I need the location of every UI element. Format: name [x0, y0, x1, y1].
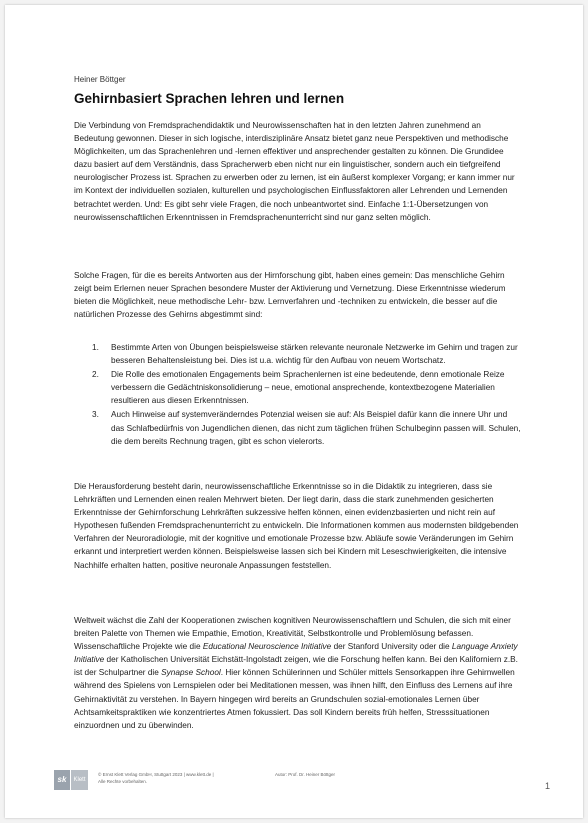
paragraph-research-questions: Solche Fragen, für die es bereits Antworten aus der Hirnforschung gibt, haben eines gemein: Das menschliche Gehirn zeigt beim Erlernen neuer Sprachen besondere Muster der Aktivierung und Vernetzung. Diese Erkenntnisse wiederum bieten die Möglichkeit, neue methodische Lehr- bzw. Lernverfahren und -techniken zu entwickeln, die besser auf die natürlichen Prozesse des Gehirns abgestimmt sind:	[74, 271, 506, 320]
copyright-notice	[98, 772, 214, 785]
logo-mark: sk	[54, 770, 70, 790]
text-segment: . Hier können Schülerinnen und Schüler mittels Sensorkappen ihre Gehirnwellen während des Spielens von Lernspielen oder bei Meditationen messen, was ihnen hilft, den Einfluss des Lernens auf ihre Gehirnaktivität zu verstehen. In Bayern hingegen wird bereits an Grundschulen sozial-emotionales Lernen über Achtsamkeitspraktiken wie konzentriertes Atmen fokussiert. Das soll Kindern bereits früh helfen, Stresssituationen einzuordnen und zu überwinden.	[74, 668, 515, 730]
page-footer	[54, 770, 554, 800]
project-name-stanford: Educational Neuroscience Initiative	[202, 642, 332, 652]
list-item-text: Die Rolle des emotionalen Engagements beim Sprachenlernen ist eine bedeutende, denn emotionale Reize verbessern die Gedächtniskonsolidierung – neue, emotional ansprechende, kontextbezogene Materialien resultieren aus diesen Erkenntnissen.	[111, 370, 505, 406]
list-number: 1.	[92, 343, 99, 352]
klett-logo	[54, 770, 88, 790]
list-item	[74, 341, 522, 367]
list-number: 2.	[92, 370, 99, 380]
project-name-eichstaett: Language Anxiety Initiative	[74, 642, 518, 665]
page-number: 1	[545, 781, 551, 791]
text-segment: der Katholischen Universität Eichstätt-Ingolstadt zeigen, wie die Forschung helfen kann. Bei den Kaliforniern z.B. ist der Schulpartner die	[74, 655, 518, 678]
author-credit: Autor: Prof. Dr. Heiner Böttger	[275, 772, 336, 777]
logo-wordmark: Klett	[71, 770, 88, 790]
list-item-text: Auch Hinweise auf systemveränderndes Potenzial weisen sie auf: Als Beispiel dafür kann die innere Uhr und das Schlafbedürfnis von Jugendlichen dienen, das nicht zum täglichen frühen Schulbeginn passen will. Schulen, die dem bereits Rechnung tragen, gibt es schon vielerorts.	[111, 410, 521, 446]
list-item	[74, 368, 522, 407]
list-item-text: Bestimmte Arten von Übungen beispielsweise stärken relevante neuronale Netzwerke im Gehirn und tragen zur besseren Behaltensleistung bei. Dies ist u.a. wichtig für den Aufbau von neuem Wortschatz.	[111, 343, 518, 366]
paragraph-intro: Die Verbindung von Fremdsprachendidaktik und Neurowissenschaften hat in den letzten Jahren zunehmend an Bedeutung gewonnen. Dieser in sich logische, interdisziplinäre Ansatz bietet ganz neue Perspektiven und methodische Möglichkeiten, um das Sprachenlehren und -lernen effektiver und ansprechender gestalten zu können. Die Grundidee dazu basiert auf dem Verständnis, dass Spracherwerb eben nicht nur ein linguistischer, sondern auch ein tiefgreifend neurologischer Prozess ist. Sprachen zu erwerben oder zu lernen, ist ein äußerst komplexer Vorgang; er kann immer nur im Kontext der individuellen sozialen, kulturellen und psychologischen Einflussfaktoren aller Lehrenden und Lernenden betrachtet werden. Und: Es gibt sehr viele Fragen, die noch unbeantwortet sind. Einfache 1:1-Übersetzungen von neurowissenschaftlichen Erkenntnissen in Fremdsprachenunterricht sind nur ganz selten möglich.	[74, 121, 515, 222]
paragraph-cooperations	[74, 614, 522, 732]
document-title: Gehirnbasiert Sprachen lehren und lernen	[74, 91, 345, 106]
text-segment: Weltweit wächst die Zahl der Kooperationen zwischen kognitiven Neurowissenschaftlern und Schulen, die sich mit einer breiten Palette von Themen wie Empathie, Emotion, Kreativität, Selbstkontrolle und Problemlösung befassen. Wissenschaftliche Projekte wie die	[74, 616, 511, 652]
list-item	[74, 408, 522, 447]
numbered-list	[74, 341, 522, 449]
text-segment: der Stanford University oder die	[331, 642, 452, 652]
document-page	[5, 5, 583, 818]
school-name: Synapse School	[161, 668, 221, 678]
list-number: 3.	[92, 410, 99, 420]
paragraph-challenge: Die Herausforderung besteht darin, neurowissenschaftliche Erkenntnisse so in die Didaktik zu integrieren, dass sie Lehrkräften und Lernenden einen realen Mehrwert bieten. Der liegt darin, dass die stark zunehmenden gesicherten Erkenntnisse der Gehirnforschung Lehrkräften sukzessive helfen können, einen evidenzbasierten und nicht rein auf Hypothesen fußenden Fremdsprachenunterricht zu entwickeln. Die Informationen kommen aus modernsten bildgebenden Verfahren der Neuroradiologie, mit der kognitive und emotionale Prozesse bzw. Abläufe sowie Veränderungen im Gehirn erkannt und interpretiert werden können. Beispielsweise lassen sich bei Kindern mit Leseschwierigkeiten, die intensive Nachhilfe erhalten hatten, positive neuronale Anpassungen feststellen.	[74, 482, 519, 570]
author-name: Heiner Böttger	[74, 75, 126, 84]
copyright-line: © Ernst Klett Verlag GmbH, Stuttgart 2023 | www.klett.de |	[98, 772, 214, 777]
rights-line: Alle Rechte vorbehalten.	[98, 778, 148, 784]
